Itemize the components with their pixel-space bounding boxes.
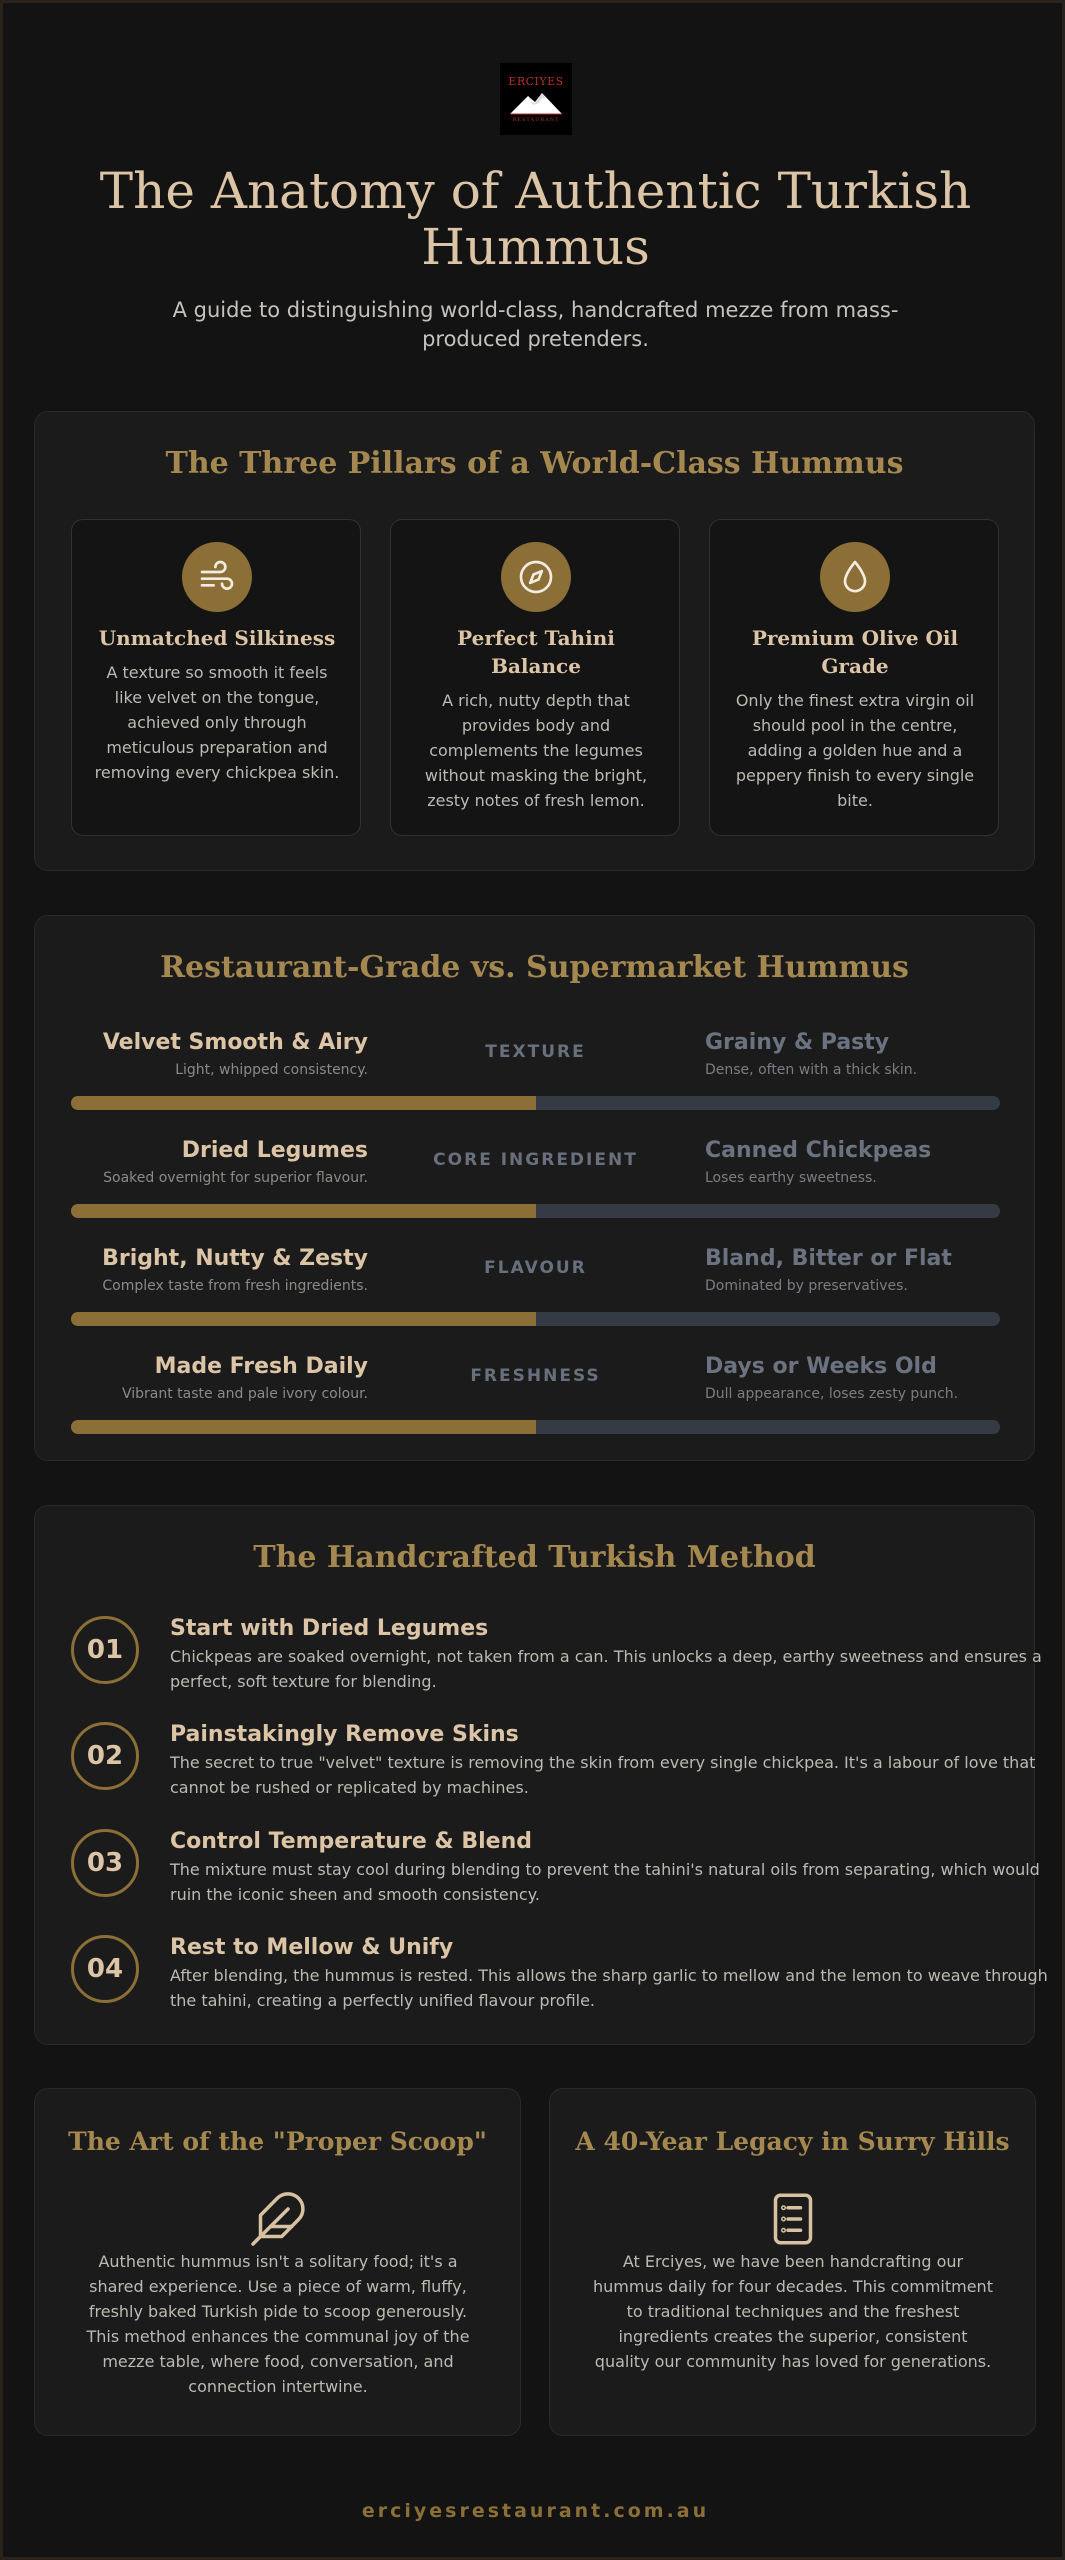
pillars-title: The Three Pillars of a World-Class Hummus (165, 446, 904, 481)
comparison-row-core-ingredient (71, 1138, 1000, 1218)
pillar-card-silkiness (71, 519, 361, 836)
pillar-icon-badge (820, 542, 890, 612)
comparison-row-freshness (71, 1354, 1000, 1434)
step-text: The secret to true "velvet" texture is removing the skin from every single chickpea. It's a labour of love that cannot be rushed or replicated by machines. (170, 1753, 1036, 1797)
page-subtitle: A guide to distinguishing world-class, handcrafted mezze from mass-produced pretenders. (172, 298, 899, 351)
supermarket-quality-note: Dominated by preservatives. (705, 1278, 908, 1294)
step-number-badge: 04 (71, 1935, 139, 2003)
comparison-row-flavour (71, 1246, 1000, 1326)
feather-icon (248, 2189, 308, 2249)
supermarket-quality-note: Loses earthy sweetness. (705, 1170, 877, 1186)
wind-icon (197, 557, 237, 597)
legacy-section (549, 2088, 1036, 2436)
supermarket-quality: Bland, Bitter or Flat (705, 1246, 952, 1271)
step-number-badge: 03 (71, 1829, 139, 1897)
pillar-title: Unmatched Silkiness (98, 626, 336, 650)
compass-icon (516, 557, 556, 597)
restaurant-quality-note: Light, whipped consistency. (175, 1062, 368, 1078)
step-number-badge: 02 (71, 1722, 139, 1790)
step-text: The mixture must stay cool during blending to prevent the tahini's natural oils from separating, which would ruin the iconic sheen and smooth consistency. (170, 1860, 1040, 1904)
restaurant-quality: Dried Legumes (181, 1138, 368, 1163)
proper-scoop-title: The Art of the "Proper Scoop" (68, 2127, 487, 2156)
comparison-bar-fill (71, 1204, 536, 1218)
restaurant-quality-note: Vibrant taste and pale ivory colour. (121, 1386, 368, 1402)
legacy-title: A 40-Year Legacy in Surry Hills (575, 2127, 1010, 2156)
pillar-title: Premium Olive Oil Grade (751, 626, 959, 678)
legacy-text: At Erciyes, we have been handcrafting our hummus daily for four decades. This commitment to traditional techniques and the freshest ingredients creates the superior, consistent quality our community has loved for generations. (593, 2252, 993, 2371)
supermarket-quality: Canned Chickpeas (705, 1138, 932, 1163)
pillar-title: Perfect Tahini Balance (457, 626, 615, 678)
proper-scoop-section (34, 2088, 521, 2436)
supermarket-quality-note: Dense, often with a thick skin. (705, 1062, 918, 1078)
method-title: The Handcrafted Turkish Method (253, 1540, 816, 1575)
comparison-bar (71, 1420, 1000, 1434)
logo-wordmark: ERCIYES (508, 74, 564, 88)
restaurant-quality: Velvet Smooth & Airy (102, 1030, 368, 1055)
step-title: Start with Dried Legumes (170, 1616, 489, 1641)
pillar-icon-badge (182, 542, 252, 612)
pillar-text: Only the finest extra virgin oil should pool in the centre, adding a golden hue and a peppery finish to every single bite. (735, 691, 975, 810)
comparison-bar (71, 1096, 1000, 1110)
mountain-icon (508, 88, 564, 116)
comparison-category: FLAVOUR (484, 1258, 587, 1278)
comparison-bar-fill (71, 1420, 536, 1434)
supermarket-quality: Grainy & Pasty (705, 1030, 890, 1055)
comparison-category: TEXTURE (485, 1042, 586, 1062)
method-step (71, 1722, 1036, 1812)
supermarket-quality-note: Dull appearance, loses zesty punch. (705, 1386, 959, 1402)
method-step (71, 1829, 1040, 1919)
step-text: After blending, the hummus is rested. This allows the sharp garlic to mellow and the lemon to weave through the tahini, creating a perfectly unified flavour profile. (170, 1966, 1048, 2010)
menu-icon (763, 2189, 823, 2249)
logo-subtext: RESTAURANT (512, 116, 560, 123)
restaurant-quality-note: Soaked overnight for superior flavour. (103, 1170, 368, 1186)
droplet-icon (835, 557, 875, 597)
comparison-title: Restaurant-Grade vs. Supermarket Hummus (160, 950, 909, 985)
pillar-card-olive-oil (709, 519, 999, 836)
comparison-bar-fill (71, 1312, 536, 1326)
page-title: The Anatomy of Authentic Turkish Hummus (99, 162, 972, 276)
step-text: Chickpeas are soaked overnight, not taken from a can. This unlocks a deep, earthy sweetness and ensures a perfect, soft texture for blending. (170, 1647, 1042, 1691)
pillar-text: A rich, nutty depth that provides body and complements the legumes without masking the bright, zesty notes of fresh lemon. (424, 691, 648, 810)
pillar-text: A texture so smooth it feels like velvet on the tongue, achieved only through meticulous preparation and removing every chickpea skin. (94, 663, 340, 782)
restaurant-quality-note: Complex taste from fresh ingredients. (102, 1278, 368, 1294)
comparison-bar (71, 1312, 1000, 1326)
step-title: Painstakingly Remove Skins (170, 1722, 519, 1747)
comparison-category: CORE INGREDIENT (433, 1150, 638, 1170)
comparison-category: FRESHNESS (470, 1366, 601, 1386)
restaurant-quality: Bright, Nutty & Zesty (102, 1246, 368, 1271)
step-title: Rest to Mellow & Unify (170, 1935, 454, 1960)
method-step (71, 1616, 1042, 1706)
comparison-row-texture (71, 1030, 1000, 1110)
comparison-bar-fill (71, 1096, 536, 1110)
pillar-card-tahini (390, 519, 680, 836)
step-title: Control Temperature & Blend (170, 1829, 532, 1854)
proper-scoop-text: Authentic hummus isn't a solitary food; it's a shared experience. Use a piece of warm, fluffy, freshly baked Turkish pide to scoop generously. This method enhances the communal joy of the mezze table, where food, conversation, and connection intertwine. (86, 2252, 470, 2396)
pillar-icon-badge (501, 542, 571, 612)
restaurant-logo[interactable] (500, 63, 572, 135)
website-link[interactable]: erciyesrestaurant.com.au (361, 2500, 710, 2522)
comparison-bar (71, 1204, 1000, 1218)
restaurant-quality: Made Fresh Daily (154, 1354, 368, 1379)
step-number-badge: 01 (71, 1616, 139, 1684)
supermarket-quality: Days or Weeks Old (705, 1354, 937, 1379)
method-step (71, 1935, 1048, 2025)
